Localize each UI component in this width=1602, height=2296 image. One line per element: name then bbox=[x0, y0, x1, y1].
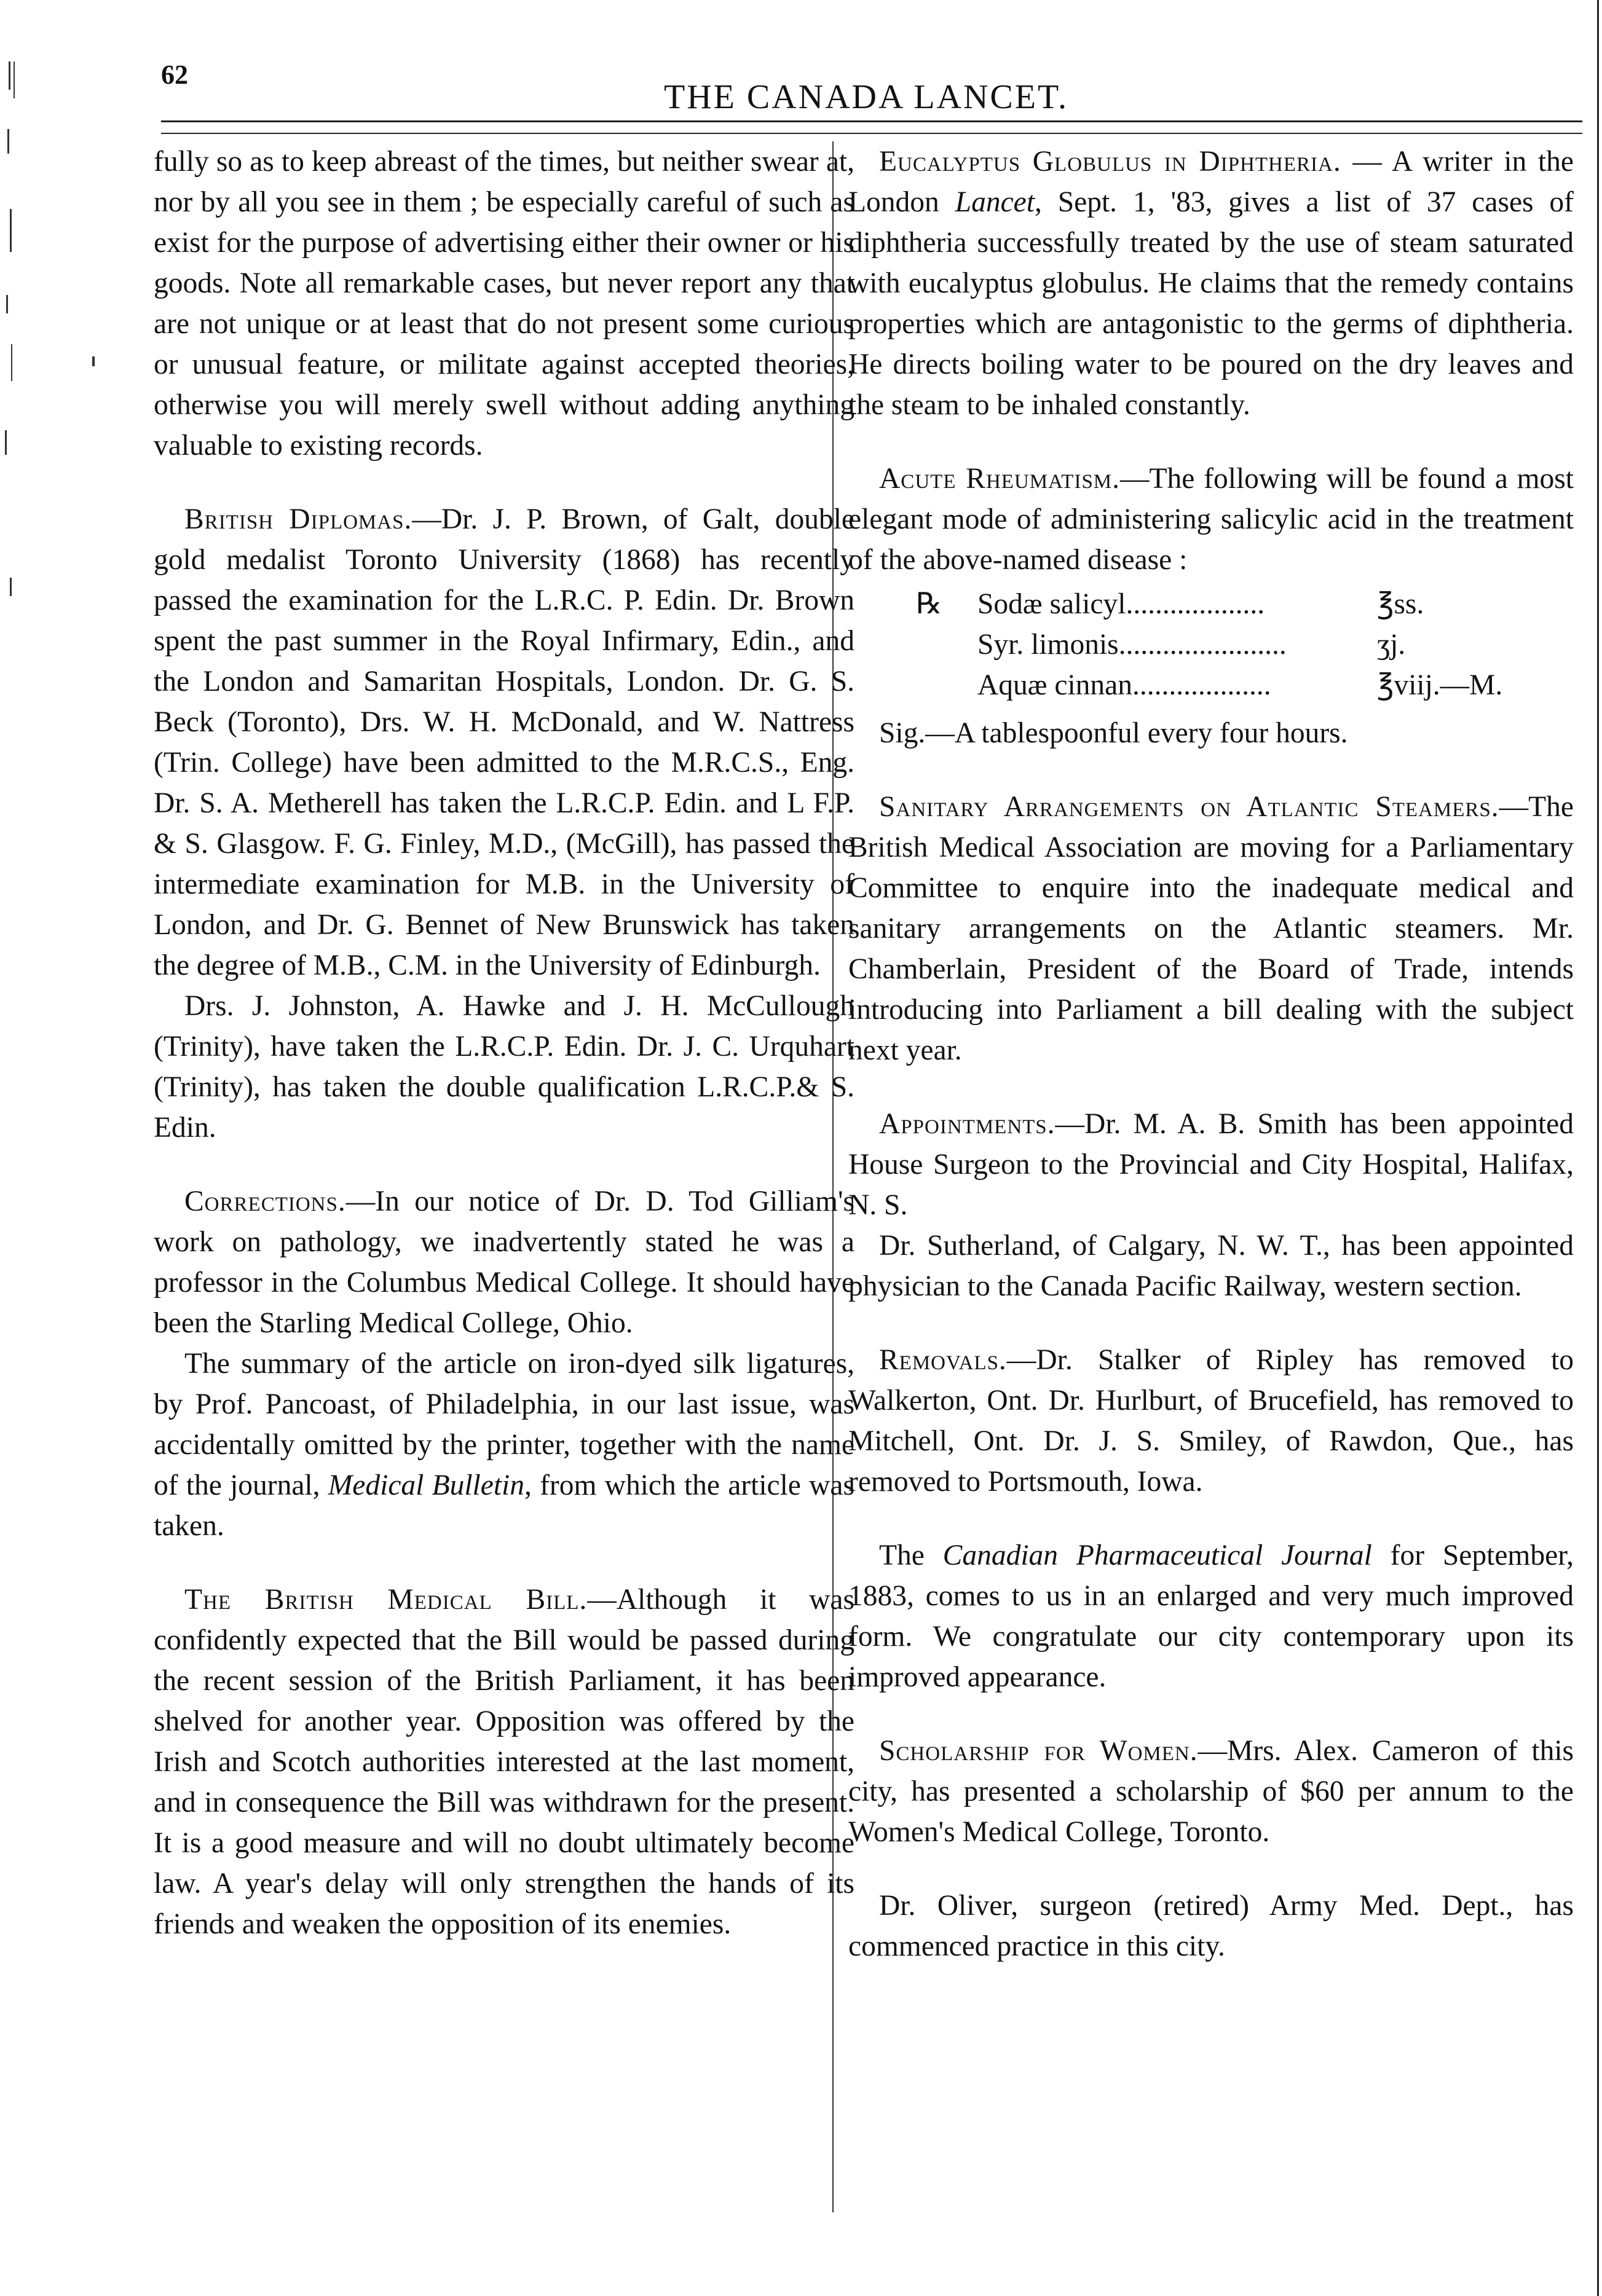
paragraph-text: for September, 1883, comes to us in an enlarged and very much improved form. We congratulate our city contemporary upon its improved appearance. bbox=[848, 1539, 1574, 1693]
header-rule bbox=[161, 120, 1582, 122]
recipe-symbol: ℞ bbox=[916, 588, 942, 620]
article-body: —Dr. Stalker of Ripley has removed to Walkerton, Ont. Dr. Hurlburt, of Brucefield, has removed to Mitchell, Ont. Dr. J. S. Smiley, of Rawdon, Que., has removed to Portsmouth, Iowa. bbox=[848, 1344, 1574, 1498]
prescription-amount: ʒj. bbox=[1377, 629, 1406, 661]
right-column bbox=[848, 141, 1574, 1967]
article-heading: The British Medical Bill. bbox=[184, 1584, 588, 1616]
article-paragraph: Dr. Sutherland, of Calgary, N. W. T., has been appointed physician to the Canada Pacific Railway, western section. bbox=[848, 1230, 1574, 1302]
article-body: , Sept. 1, '83, gives a list of 37 cases of diphtheria successfully treated by the use of steam saturated with eucalyptus globulus. He claims that the remedy contains properties which are antagonistic to the germs of diphtheria. He directs boiling water to be poured on the dry leaves and the steam to be inhaled constantly. bbox=[848, 186, 1574, 421]
article-body: —The following will be found a most elegant mode of administering salicylic acid in the treatment of the above-named disease : bbox=[848, 463, 1574, 576]
prescription-ingredient: Aquæ cinnan................... bbox=[977, 669, 1271, 701]
article-heading: Eucalyptus Globulus in Diphtheria. bbox=[879, 146, 1341, 178]
prescription-line bbox=[916, 624, 1574, 665]
article-paragraph: Drs. J. Johnston, A. Hawke and J. H. McCullough (Trinity), have taken the L.R.C.P. Edin. Dr. J. C. Urquhart (Trinity), has taken the double qualification L.R.C.P.& S. Edin. bbox=[154, 990, 854, 1144]
article-paragraph bbox=[154, 1343, 854, 1546]
article-heading: Appointments. bbox=[879, 1108, 1056, 1140]
article-body: — A writer in the London bbox=[848, 146, 1574, 218]
journal-name: Medical Bulletin bbox=[328, 1469, 524, 1501]
journal-name: Lancet bbox=[955, 186, 1035, 218]
page-edge bbox=[1597, 0, 1599, 2296]
prescription-ingredient: Sodæ salicyl................... bbox=[977, 588, 1265, 620]
intro-paragraph: fully so as to keep abreast of the times, but neither swear at, nor by all you see in them ; be especially careful of such as exist for the purpose of advertising either their owner or his goods. Note all remarkable cases, but never report any that are not unique or at least that do not present some curious or unusual feature, or militate against accepted theories, otherwise you will merely swell without adding anything valuable to existing records. bbox=[154, 146, 854, 462]
binding-gutter-marks bbox=[0, 37, 25, 651]
article-body: —Although it was confidently expected that the Bill would be passed during the recent session of the British Parliament, it has been shelved for another year. Opposition was offered by the Irish and Scotch authorities interested at the last moment, and in consequence the Bill was withdrawn for the present. It is a good measure and will no doubt ultimately become law. A year's delay will only strengthen the hands of its friends and weaken the opposition of its enemies. bbox=[154, 1584, 854, 1940]
paragraph-text: , from which the article was taken. bbox=[154, 1469, 854, 1542]
article-heading: Removals. bbox=[879, 1344, 1007, 1376]
article-heading: Sanitary Arrangements on Atlantic Steamers. bbox=[879, 791, 1499, 823]
prescription-ingredient: Syr. limonis....................... bbox=[977, 629, 1287, 661]
left-column bbox=[154, 141, 854, 1944]
article-body: —Mrs. Alex. Cameron of this city, has presented a scholarship of $60 per annum to the Women's Medical College, Toronto. bbox=[848, 1735, 1574, 1848]
article-eucalyptus bbox=[848, 141, 1574, 425]
article-removals bbox=[848, 1340, 1574, 1502]
article-scholarship bbox=[848, 1731, 1574, 1852]
page-number: 62 bbox=[161, 60, 188, 90]
prescription-signature: Sig.—A tablespoonful every four hours. bbox=[879, 717, 1348, 749]
journal-name: Canadian Pharmaceutical Journal bbox=[942, 1539, 1372, 1571]
prescription-amount: ℥viij.—M. bbox=[1377, 669, 1503, 701]
prescription bbox=[916, 584, 1574, 706]
article-sanitary-arrangements bbox=[848, 787, 1574, 1071]
article-acute-rheumatism bbox=[848, 458, 1574, 580]
header-rule-secondary bbox=[161, 133, 1582, 134]
article-british-medical-bill bbox=[154, 1579, 854, 1944]
article-appointments bbox=[848, 1104, 1574, 1225]
article-oliver: Dr. Oliver, surgeon (retired) Army Med. Dept., has commenced practice in this city. bbox=[848, 1890, 1574, 1962]
prescription-line bbox=[916, 665, 1574, 706]
article-heading: Corrections. bbox=[184, 1185, 346, 1217]
article-body: —In our notice of Dr. D. Tod Gilliam's work on pathology, we inadvertently stated he was a professor in the Columbus Medical College. It should have been the Starling Medical College, Ohio. bbox=[154, 1185, 854, 1339]
article-body: —The British Medical Association are moving for a Parliamentary Committee to enquire into the inadequate medical and sanitary arrangements on the Atlantic steamers. Mr. Chamberlain, President of the Board of Trade, intends introducing into Parliament a bill dealing with the subject next year. bbox=[848, 791, 1574, 1066]
prescription-amount: ℥ss. bbox=[1377, 588, 1424, 620]
article-heading: Scholarship for Women. bbox=[879, 1735, 1198, 1767]
running-head: THE CANADA LANCET. bbox=[664, 78, 1069, 116]
article-body: —Dr. M. A. B. Smith has been appointed House Surgeon to the Provincial and City Hospital, Halifax, N. S. bbox=[848, 1108, 1574, 1221]
article-pharmaceutical-journal bbox=[848, 1535, 1574, 1697]
paragraph-text: The summary of the article on iron-dyed silk ligatures, by Prof. Pancoast, of Philadelphia, in our last issue, was accidentally omitted by the printer, together with the name of the journal, bbox=[154, 1348, 854, 1501]
article-corrections bbox=[154, 1181, 854, 1343]
article-heading: British Diplomas. bbox=[184, 503, 412, 535]
article-heading: Acute Rheumatism. bbox=[879, 463, 1121, 495]
prescription-line bbox=[916, 584, 1574, 624]
article-body: —Dr. J. P. Brown, of Galt, double gold medalist Toronto University (1868) has recently passed the examination for the L.R.C. P. Edin. Dr. Brown spent the past summer in the Royal Infirmary, Edin., and the London and Samaritan Hospitals, London. Dr. G. S. Beck (Toronto), Drs. W. H. McDonald, and W. Nattress (Trin. College) have been admitted to the M.R.C.S., Eng. Dr. S. A. Metherell has taken the L.R.C.P. Edin. and L F.P. & S. Glasgow. F. G. Finley, M.D., (McGill), has passed the intermediate examination for M.B. in the University of London, and Dr. G. Bennet of New Brunswick has taken the degree of M.B., C.M. in the University of Edinburgh. bbox=[154, 503, 854, 981]
article-british-diplomas bbox=[154, 499, 854, 986]
paragraph-text: The bbox=[879, 1539, 943, 1571]
